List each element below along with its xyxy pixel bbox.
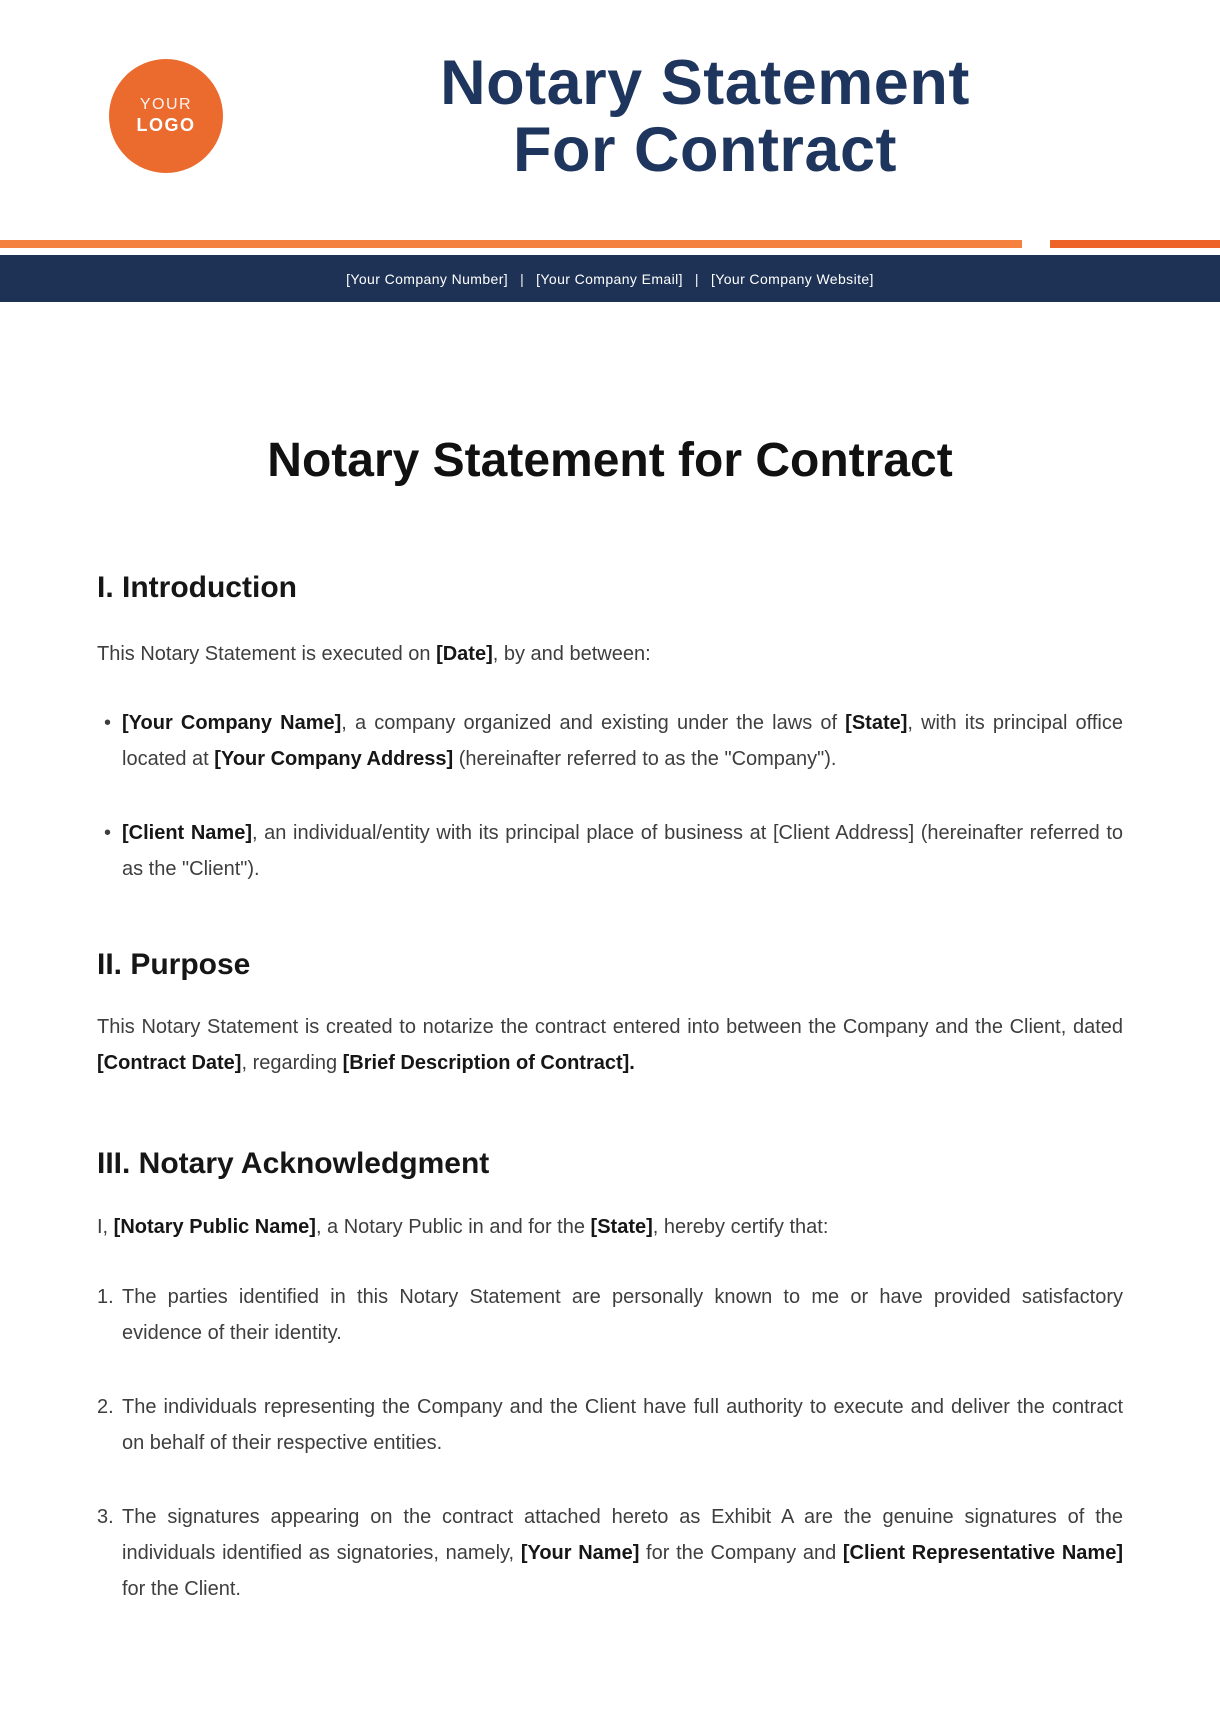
numbered-item-2 — [97, 1389, 1123, 1461]
section-heading-notary-acknowledgment: III. Notary Acknowledgment — [97, 1147, 490, 1180]
orange-divider-right-segment — [1050, 240, 1220, 248]
logo-text-logo: LOGO — [136, 114, 196, 135]
numbered-item-3 — [97, 1499, 1123, 1607]
notary-intro-paragraph: I, [Notary Public Name], a Notary Public in and for the [State], hereby certify that: — [97, 1216, 829, 1238]
parties-bullet-list — [97, 705, 1123, 887]
purpose-paragraph: This Notary Statement is created to notarize the contract entered into between the Company and the Client, dated [Contract Date], regarding [Brief Description of Contract]. — [97, 1016, 1123, 1074]
header-title — [250, 50, 1160, 184]
contact-company-email: [Your Company Email] — [536, 270, 683, 287]
contact-separator: | — [520, 270, 525, 287]
orange-divider-left-segment — [0, 240, 1022, 248]
header-title-line2: For Contract — [513, 115, 897, 185]
section-purpose — [97, 947, 1123, 1081]
number-marker-1: 1. — [97, 1286, 114, 1308]
orange-divider — [0, 240, 1220, 248]
company-logo — [109, 59, 223, 173]
orange-divider-gap — [1022, 240, 1050, 248]
section-notary-acknowledgment — [97, 1146, 1123, 1607]
introduction-paragraph: This Notary Statement is executed on [Date], by and between: — [97, 643, 651, 665]
bullet-item-client — [97, 815, 1123, 887]
logo-text-your: YOUR — [139, 96, 193, 114]
bullet-marker: • — [104, 712, 112, 734]
number-marker-3: 3. — [97, 1506, 114, 1528]
certification-numbered-list — [97, 1279, 1123, 1607]
section-heading-introduction: I. Introduction — [97, 571, 297, 604]
bullet-item-company — [97, 705, 1123, 777]
number-marker-2: 2. — [97, 1396, 114, 1418]
document-title: Notary Statement for Contract — [267, 434, 953, 487]
section-heading-purpose: II. Purpose — [97, 948, 251, 981]
numbered-item-2-text: The individuals representing the Company and the Client have full authority to execute and deliver the contract on behalf of their respective entities. — [122, 1396, 1123, 1454]
contact-company-number: [Your Company Number] — [346, 270, 509, 287]
document-body — [0, 433, 1220, 1607]
bullet-marker: • — [104, 822, 112, 844]
contact-separator: | — [694, 270, 699, 287]
header-title-line1: Notary Statement — [440, 48, 970, 118]
contact-company-website: [Your Company Website] — [710, 270, 874, 287]
divider-white-gap — [0, 248, 1220, 255]
bullet-item-client-text: [Client Name], an individual/entity with its principal place of business at [Client Address] (hereinafter referred to as the "Client"). — [122, 822, 1124, 880]
numbered-item-3-text: The signatures appearing on the contract attached hereto as Exhibit A are the genuine signatures of the individuals identified as signatories, namely, [Your Name] for the Company and [Client Representative Name] for the Client. — [122, 1506, 1123, 1600]
bullet-item-company-text: [Your Company Name], a company organized and existing under the laws of [State], with its principal office located at [Your Company Address] (hereinafter referred to as the "Company"). — [122, 712, 1123, 770]
contact-bar — [0, 255, 1220, 302]
numbered-item-1 — [97, 1279, 1123, 1351]
section-introduction — [97, 570, 1123, 887]
page-header — [0, 0, 1220, 240]
numbered-item-1-text: The parties identified in this Notary Statement are personally known to me or have provided satisfactory evidence of their identity. — [122, 1286, 1123, 1344]
